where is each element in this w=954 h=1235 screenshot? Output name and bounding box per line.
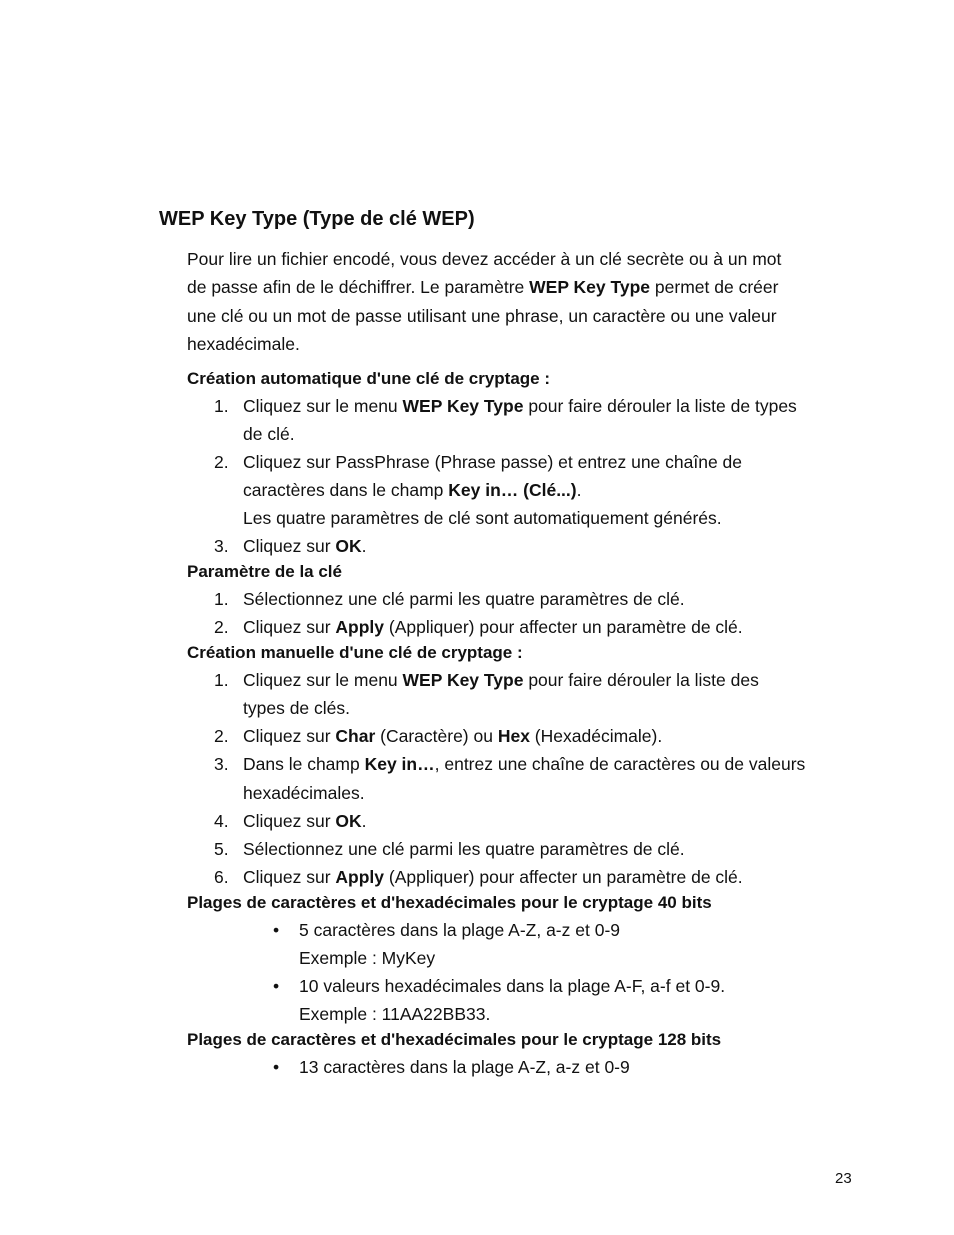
- param-heading: Paramètre de la clé: [187, 562, 342, 581]
- step-text: Dans le champ Key in…, entrez une chaîne de caractères ou de valeurs: [243, 754, 806, 774]
- section-title: WEP Key Type (Type de clé WEP): [159, 208, 475, 230]
- step-number: 1.: [214, 589, 229, 609]
- step-text: Cliquez sur Apply (Appliquer) pour affecter un paramètre de clé.: [243, 867, 743, 887]
- range40-heading: Plages de caractères et d'hexadécimales pour le cryptage 40 bits: [187, 893, 712, 912]
- step-number: 6.: [214, 867, 229, 887]
- step-number: 2.: [214, 617, 229, 637]
- step-number: 1.: [214, 396, 229, 416]
- range128-heading: Plages de caractères et d'hexadécimales pour le cryptage 128 bits: [187, 1030, 722, 1049]
- step-text: Cliquez sur PassPhrase (Phrase passe) et entrez une chaîne de: [243, 452, 743, 472]
- step-text: Cliquez sur Apply (Appliquer) pour affecter un paramètre de clé.: [243, 617, 743, 637]
- page-number: 23: [835, 1170, 852, 1187]
- step-text: caractères dans le champ Key in… (Clé...).: [243, 480, 582, 500]
- step-number: 2.: [214, 726, 229, 746]
- step-number: 5.: [214, 839, 229, 859]
- step-text: hexadécimales.: [243, 783, 365, 803]
- step-text: types de clés.: [243, 698, 350, 718]
- step-text: de clé.: [243, 424, 295, 444]
- bullet-text: 13 caractères dans la plage A-Z, a-z et 0-9: [299, 1057, 630, 1077]
- step-number: 1.: [214, 670, 229, 690]
- step-number: 4.: [214, 811, 229, 831]
- intro-line: hexadécimale.: [187, 334, 300, 354]
- step-text: Cliquez sur Char (Caractère) ou Hex (Hexadécimale).: [243, 726, 663, 746]
- step-text: Sélectionnez une clé parmi les quatre paramètres de clé.: [243, 589, 685, 609]
- step-number: 3.: [214, 536, 229, 556]
- step-text: Cliquez sur le menu WEP Key Type pour faire dérouler la liste de types: [243, 396, 797, 416]
- bullet: •: [273, 1057, 280, 1077]
- manual-heading: Création manuelle d'une clé de cryptage :: [187, 643, 523, 662]
- step-text: Cliquez sur le menu WEP Key Type pour faire dérouler la liste des: [243, 670, 759, 690]
- bullet: •: [273, 976, 280, 996]
- intro-line: une clé ou un mot de passe utilisant une phrase, un caractère ou une valeur: [187, 306, 777, 326]
- auto-heading: Création automatique d'une clé de cryptage :: [187, 369, 551, 388]
- step-text: Cliquez sur OK.: [243, 536, 367, 556]
- step-text: Cliquez sur OK.: [243, 811, 367, 831]
- bullet: •: [273, 920, 280, 940]
- intro-line: de passe afin de le déchiffrer. Le paramètre WEP Key Type permet de créer: [187, 277, 779, 297]
- step-text: Sélectionnez une clé parmi les quatre paramètres de clé.: [243, 839, 685, 859]
- bullet-text: 5 caractères dans la plage A-Z, a-z et 0-9: [299, 920, 620, 940]
- example-text: Exemple : MyKey: [299, 948, 436, 968]
- step-text: Les quatre paramètres de clé sont automatiquement générés.: [243, 508, 722, 528]
- bullet-text: 10 valeurs hexadécimales dans la plage A-F, a-f et 0-9.: [299, 976, 726, 996]
- step-number: 3.: [214, 754, 229, 774]
- example-text: Exemple : 11AA22BB33.: [299, 1004, 491, 1024]
- step-number: 2.: [214, 452, 229, 472]
- intro-line: Pour lire un fichier encodé, vous devez accéder à un clé secrète ou à un mot: [187, 249, 782, 269]
